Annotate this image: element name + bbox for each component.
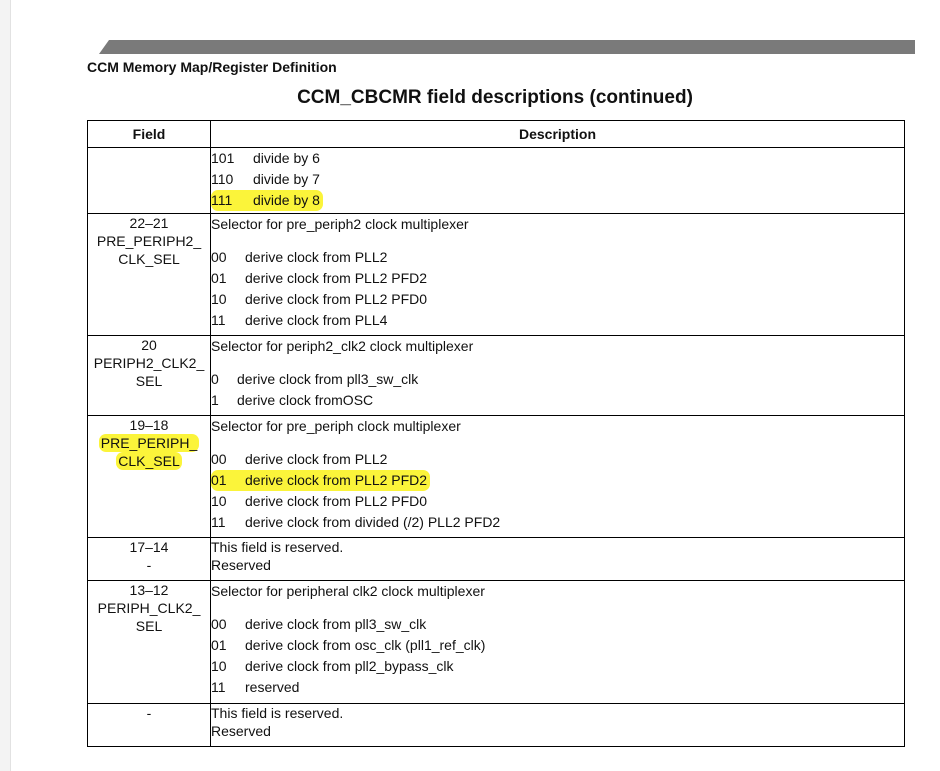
option-code: 11 — [211, 312, 226, 328]
section-banner — [99, 40, 915, 54]
description-cell — [211, 538, 905, 581]
option — [211, 249, 387, 265]
field-bits — [88, 214, 210, 232]
field-name — [88, 250, 210, 268]
option-code: 10 — [211, 291, 227, 307]
field-text: 19–18 — [129, 417, 169, 433]
table-header-row — [88, 121, 905, 148]
option-line — [211, 614, 904, 635]
option-code: 1 — [211, 392, 219, 408]
field-summary: Selector for pre_periph2 clock multiplexer — [211, 216, 469, 232]
field-text: 17–14 — [129, 539, 169, 555]
field-name — [88, 617, 210, 635]
field-summary: Selector for periph2_clk2 clock multiplexer — [211, 338, 474, 354]
field-text: CLK_SEL — [118, 251, 180, 267]
field-text: 13–12 — [129, 582, 169, 598]
highlighted-option — [211, 190, 323, 211]
option-line — [211, 268, 904, 289]
table-row — [88, 336, 905, 416]
option-line — [211, 369, 904, 390]
field-text: PERIPH_CLK2_ — [97, 600, 201, 616]
option-code: 10 — [211, 658, 227, 674]
option-line — [211, 512, 904, 533]
option-line — [211, 247, 904, 268]
field-bits — [88, 581, 210, 599]
description-cell — [211, 416, 905, 538]
spacer — [211, 602, 904, 614]
spacer — [211, 437, 904, 449]
table-row — [88, 581, 905, 704]
option — [211, 270, 427, 286]
field-summary: Selector for pre_periph clock multiplexer — [211, 418, 461, 434]
field-bits — [88, 336, 210, 354]
field-bits — [88, 704, 210, 722]
option — [211, 616, 426, 632]
table-row — [88, 214, 905, 336]
option-text: divide by 8 — [253, 192, 320, 208]
field-text: SEL — [135, 618, 163, 634]
option-line — [211, 390, 904, 411]
description-cell — [211, 214, 905, 336]
option-code: 01 — [211, 270, 227, 286]
option-line — [211, 449, 904, 470]
option — [211, 392, 373, 408]
option — [211, 658, 454, 674]
option-code: 111 — [211, 192, 233, 208]
option-code: 01 — [211, 472, 227, 488]
option-text: divide by 6 — [253, 150, 320, 166]
option — [211, 493, 427, 509]
field-name — [88, 434, 210, 452]
option-text: derive clock from pll3_sw_clk — [245, 616, 427, 632]
option-code: 11 — [211, 514, 226, 530]
option-line — [211, 491, 904, 512]
option — [211, 451, 387, 467]
option — [211, 514, 500, 530]
option-text: derive clock from divided (/2) PLL2 PFD2 — [245, 514, 501, 530]
option-code: 00 — [211, 451, 227, 467]
option — [211, 171, 320, 187]
description-cell — [211, 704, 905, 747]
option-text: derive clock from osc_clk (pll1_ref_clk) — [245, 637, 486, 653]
option-text: derive clock fromOSC — [237, 392, 374, 408]
field-text: - — [146, 705, 152, 721]
option-line — [211, 656, 904, 677]
field-text: CLK_SEL — [118, 453, 180, 469]
option — [211, 291, 427, 307]
field-text: - — [146, 557, 152, 573]
option-line — [211, 190, 904, 211]
option-text: derive clock from PLL2 PFD2 — [245, 472, 428, 488]
field-name — [88, 232, 210, 250]
option-code: 00 — [211, 249, 227, 265]
option-text: derive clock from pll3_sw_clk — [237, 371, 419, 387]
field-bits — [88, 416, 210, 434]
field-name — [88, 354, 210, 372]
description-column-header: Description — [211, 121, 905, 148]
option-text: derive clock from PLL4 — [245, 312, 388, 328]
option-code: 101 — [211, 150, 235, 166]
option-code: 110 — [211, 171, 234, 187]
option — [211, 150, 320, 166]
field-name — [88, 372, 210, 390]
spacer — [211, 357, 904, 369]
field-column-header: Field — [88, 121, 211, 148]
option-line — [211, 310, 904, 331]
table-body — [88, 148, 905, 747]
option-text: derive clock from PLL2 PFD0 — [245, 493, 428, 509]
table-row — [88, 148, 905, 214]
field-cell — [88, 538, 211, 581]
option-line — [211, 635, 904, 656]
table-row — [88, 538, 905, 581]
field-cell — [88, 214, 211, 336]
description-cell — [211, 336, 905, 416]
option-line — [211, 148, 904, 169]
table-title: CCM_CBCMR field descriptions (continued) — [297, 87, 693, 108]
field-cell — [88, 416, 211, 538]
option-code: 00 — [211, 616, 227, 632]
field-name — [88, 556, 210, 574]
field-text: PERIPH2_CLK2_ — [93, 355, 205, 371]
field-cell — [88, 148, 211, 214]
field-text: PRE_PERIPH_ — [100, 435, 198, 451]
description-cell — [211, 148, 905, 214]
field-text: SEL — [135, 373, 163, 389]
table-row — [88, 416, 905, 538]
option — [211, 312, 387, 328]
field-text: PRE_PERIPH2_ — [96, 233, 202, 249]
highlighted-option — [211, 470, 430, 491]
field-bits — [88, 538, 210, 556]
option — [211, 371, 418, 387]
option-text: divide by 7 — [253, 171, 320, 187]
option-code: 0 — [211, 371, 219, 387]
field-name — [88, 452, 210, 470]
field-name — [88, 599, 210, 617]
option-line — [211, 289, 904, 310]
option-code: 11 — [211, 679, 226, 695]
table-row — [88, 704, 905, 747]
field-cell — [88, 581, 211, 704]
option-text: derive clock from PLL2 — [245, 451, 388, 467]
field-summary: Selector for peripheral clk2 clock multiplexer — [211, 583, 485, 599]
option-text: derive clock from pll2_bypass_clk — [245, 658, 454, 674]
field-text: 22–21 — [129, 215, 169, 231]
field-cell — [88, 336, 211, 416]
reserved-label: Reserved — [211, 723, 271, 739]
spacer — [211, 235, 904, 247]
option-text: derive clock from PLL2 PFD2 — [245, 270, 428, 286]
option — [211, 679, 299, 695]
field-cell — [88, 704, 211, 747]
option-text: derive clock from PLL2 PFD0 — [245, 291, 428, 307]
description-cell — [211, 581, 905, 704]
option-line — [211, 677, 904, 698]
option — [211, 637, 485, 653]
field-text: 20 — [141, 337, 157, 353]
option-line — [211, 470, 904, 491]
reserved-note: This field is reserved. — [211, 539, 344, 555]
reserved-note: This field is reserved. — [211, 705, 344, 721]
option-text: derive clock from PLL2 — [245, 249, 388, 265]
option-code: 01 — [211, 637, 227, 653]
option-text: reserved — [245, 679, 300, 695]
section-heading: CCM Memory Map/Register Definition — [87, 59, 337, 75]
option-code: 10 — [211, 493, 227, 509]
option-line — [211, 169, 904, 190]
reserved-label: Reserved — [211, 557, 271, 573]
field-descriptions-table — [87, 120, 905, 747]
